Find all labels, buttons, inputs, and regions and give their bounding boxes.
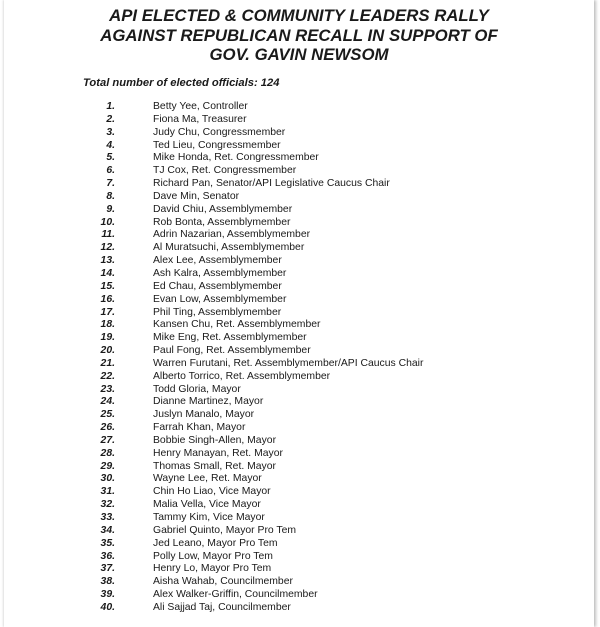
list-item-name: Fiona Ma, Treasurer — [153, 113, 247, 125]
list-item-number: 7. — [106, 178, 115, 190]
list-item-name: Al Muratsuchi, Assemblymember — [153, 242, 305, 254]
list-item-name: Mike Eng, Ret. Assemblymember — [153, 332, 307, 344]
list-item — [4, 345, 594, 358]
list-item-name: Dave Min, Senator — [153, 190, 240, 202]
list-item-name: Todd Gloria, Mayor — [153, 383, 241, 395]
list-item-name: Adrin Nazarian, Assemblymember — [153, 229, 311, 241]
list-item-number: 30. — [100, 473, 115, 485]
list-item-name: Gabriel Quinto, Mayor Pro Tem — [153, 524, 297, 536]
list-item-name: Ed Chau, Assemblymember — [153, 280, 282, 292]
list-item — [4, 114, 594, 127]
list-item — [4, 486, 594, 499]
list-item-name: Malia Vella, Vice Mayor — [153, 499, 261, 511]
list-item-number: 9. — [106, 203, 115, 215]
list-item-name: Phil Ting, Assemblymember — [153, 306, 282, 318]
list-item — [4, 165, 594, 178]
list-item — [4, 576, 594, 589]
list-item-number: 27. — [100, 434, 115, 446]
list-item-name: Thomas Small, Ret. Mayor — [153, 460, 276, 472]
list-item-name: Rob Bonta, Assemblymember — [153, 216, 291, 228]
list-item — [4, 589, 594, 602]
list-item-number: 23. — [100, 383, 115, 395]
list-item-name: Tammy Kim, Vice Mayor — [153, 512, 265, 523]
list-item — [4, 538, 594, 551]
list-item-name: Alex Lee, Assemblymember — [153, 255, 282, 267]
list-item — [4, 255, 594, 268]
list-item — [4, 307, 594, 320]
list-item-name: Paul Fong, Ret. Assemblymember — [153, 345, 311, 357]
list-item-name: Alex Walker-Griffin, Councilmember — [153, 589, 318, 601]
list-item-name: Alberto Torrico, Ret. Assemblymember — [153, 370, 331, 382]
list-item-number: 22. — [100, 370, 115, 382]
document-page — [4, 0, 594, 627]
list-item-name: Jed Leano, Mayor Pro Tem — [153, 537, 278, 549]
list-item-name: TJ Cox, Ret. Congressmember — [153, 165, 297, 177]
list-item — [4, 525, 594, 538]
list-item-number: 20. — [100, 345, 115, 357]
list-item-name: Warren Furutani, Ret. Assemblymember/API Caucus Chair — [153, 357, 424, 369]
list-item-name: Evan Low, Assemblymember — [153, 293, 287, 305]
list-item-name: Farrah Khan, Mayor — [153, 422, 246, 434]
title-line-3: GOV. GAVIN NEWSOM — [209, 45, 389, 64]
list-item — [4, 268, 594, 281]
list-item-name: Mike Honda, Ret. Congressmember — [153, 152, 319, 164]
list-item-name: Chin Ho Liao, Vice Mayor — [153, 486, 271, 498]
list-item-number: 35. — [100, 537, 115, 549]
list-item — [4, 448, 594, 461]
list-item — [4, 563, 594, 576]
total-count-label: Total number of elected officials: 124 — [83, 77, 280, 89]
list-item — [4, 409, 594, 422]
list-item-number: 18. — [100, 319, 115, 331]
list-item-number: 26. — [100, 422, 115, 434]
list-item — [4, 294, 594, 307]
list-item — [4, 242, 594, 255]
list-item-number: 34. — [100, 524, 115, 536]
list-item-number: 10. — [100, 216, 115, 228]
list-item-number: 2. — [106, 113, 115, 125]
list-item-number: 40. — [100, 601, 115, 613]
list-item-name: Bobbie Singh-Allen, Mayor — [153, 434, 277, 446]
title-line-1: API ELECTED & COMMUNITY LEADERS RALLY — [109, 6, 489, 25]
list-item-number: 17. — [100, 306, 115, 318]
list-item — [4, 396, 594, 409]
list-item-name: Henry Manayan, Ret. Mayor — [153, 447, 283, 459]
list-item — [4, 332, 594, 345]
list-item-number: 28. — [100, 447, 115, 459]
list-item-number: 12. — [100, 242, 115, 254]
list-item — [4, 384, 594, 397]
list-item-number: 4. — [106, 139, 115, 151]
list-item — [4, 358, 594, 371]
list-item — [4, 602, 594, 615]
title-line-2: AGAINST REPUBLICAN RECALL IN SUPPORT OF — [100, 25, 498, 45]
list-item-number: 32. — [100, 499, 115, 511]
list-item — [4, 512, 594, 525]
document-title — [4, 6, 594, 65]
officials-list — [4, 101, 594, 615]
list-item — [4, 229, 594, 242]
list-item-number: 39. — [100, 589, 115, 601]
list-item — [4, 140, 594, 153]
list-item — [4, 371, 594, 384]
list-item-number: 29. — [100, 460, 115, 472]
list-item — [4, 422, 594, 435]
list-item-name: Kansen Chu, Ret. Assemblymember — [153, 319, 321, 331]
list-item-name: Polly Low, Mayor Pro Tem — [153, 550, 273, 562]
list-item-number: 33. — [100, 512, 115, 523]
list-item — [4, 281, 594, 294]
list-item — [4, 152, 594, 165]
list-item-name: Richard Pan, Senator/API Legislative Caucus Chair — [153, 178, 390, 190]
list-item — [4, 217, 594, 230]
list-item-name: Juslyn Manalo, Mayor — [153, 409, 255, 421]
list-item-number: 25. — [100, 409, 115, 421]
list-item-name: Betty Yee, Controller — [153, 101, 248, 112]
list-item — [4, 461, 594, 474]
list-item-name: Ted Lieu, Congressmember — [153, 139, 281, 151]
list-item-number: 31. — [100, 486, 115, 498]
list-item-number: 14. — [100, 267, 115, 279]
list-item — [4, 191, 594, 204]
list-item-name: David Chiu, Assemblymember — [153, 203, 293, 215]
list-item-number: 11. — [101, 229, 115, 241]
list-item-name: Judy Chu, Congressmember — [153, 126, 286, 138]
list-item-name: Ash Kalra, Assemblymember — [153, 267, 287, 279]
list-item-number: 37. — [100, 563, 115, 575]
list-item-number: 21. — [100, 357, 115, 369]
list-item — [4, 551, 594, 564]
list-item-name: Ali Sajjad Taj, Councilmember — [153, 601, 291, 613]
list-item-number: 36. — [100, 550, 115, 562]
list-item-number: 13. — [100, 255, 115, 267]
list-item-number: 1. — [106, 101, 115, 112]
list-item-number: 16. — [100, 293, 115, 305]
list-item-name: Aisha Wahab, Councilmember — [153, 576, 293, 588]
list-item — [4, 499, 594, 512]
list-item-number: 24. — [100, 396, 115, 408]
list-item — [4, 101, 594, 114]
list-item-name: Dianne Martinez, Mayor — [153, 396, 264, 408]
list-item-number: 5. — [106, 152, 115, 164]
list-item — [4, 127, 594, 140]
list-item — [4, 178, 594, 191]
list-item — [4, 435, 594, 448]
list-item — [4, 473, 594, 486]
list-item-name: Wayne Lee, Ret. Mayor — [153, 473, 262, 485]
list-item-name: Henry Lo, Mayor Pro Tem — [153, 563, 272, 575]
list-item-number: 8. — [106, 190, 115, 202]
list-item-number: 6. — [106, 165, 115, 177]
list-item-number: 19. — [100, 332, 115, 344]
list-item-number: 15. — [100, 280, 115, 292]
list-item — [4, 319, 594, 332]
list-item-number: 38. — [100, 576, 115, 588]
list-item — [4, 204, 594, 217]
list-item-number: 3. — [106, 126, 115, 138]
